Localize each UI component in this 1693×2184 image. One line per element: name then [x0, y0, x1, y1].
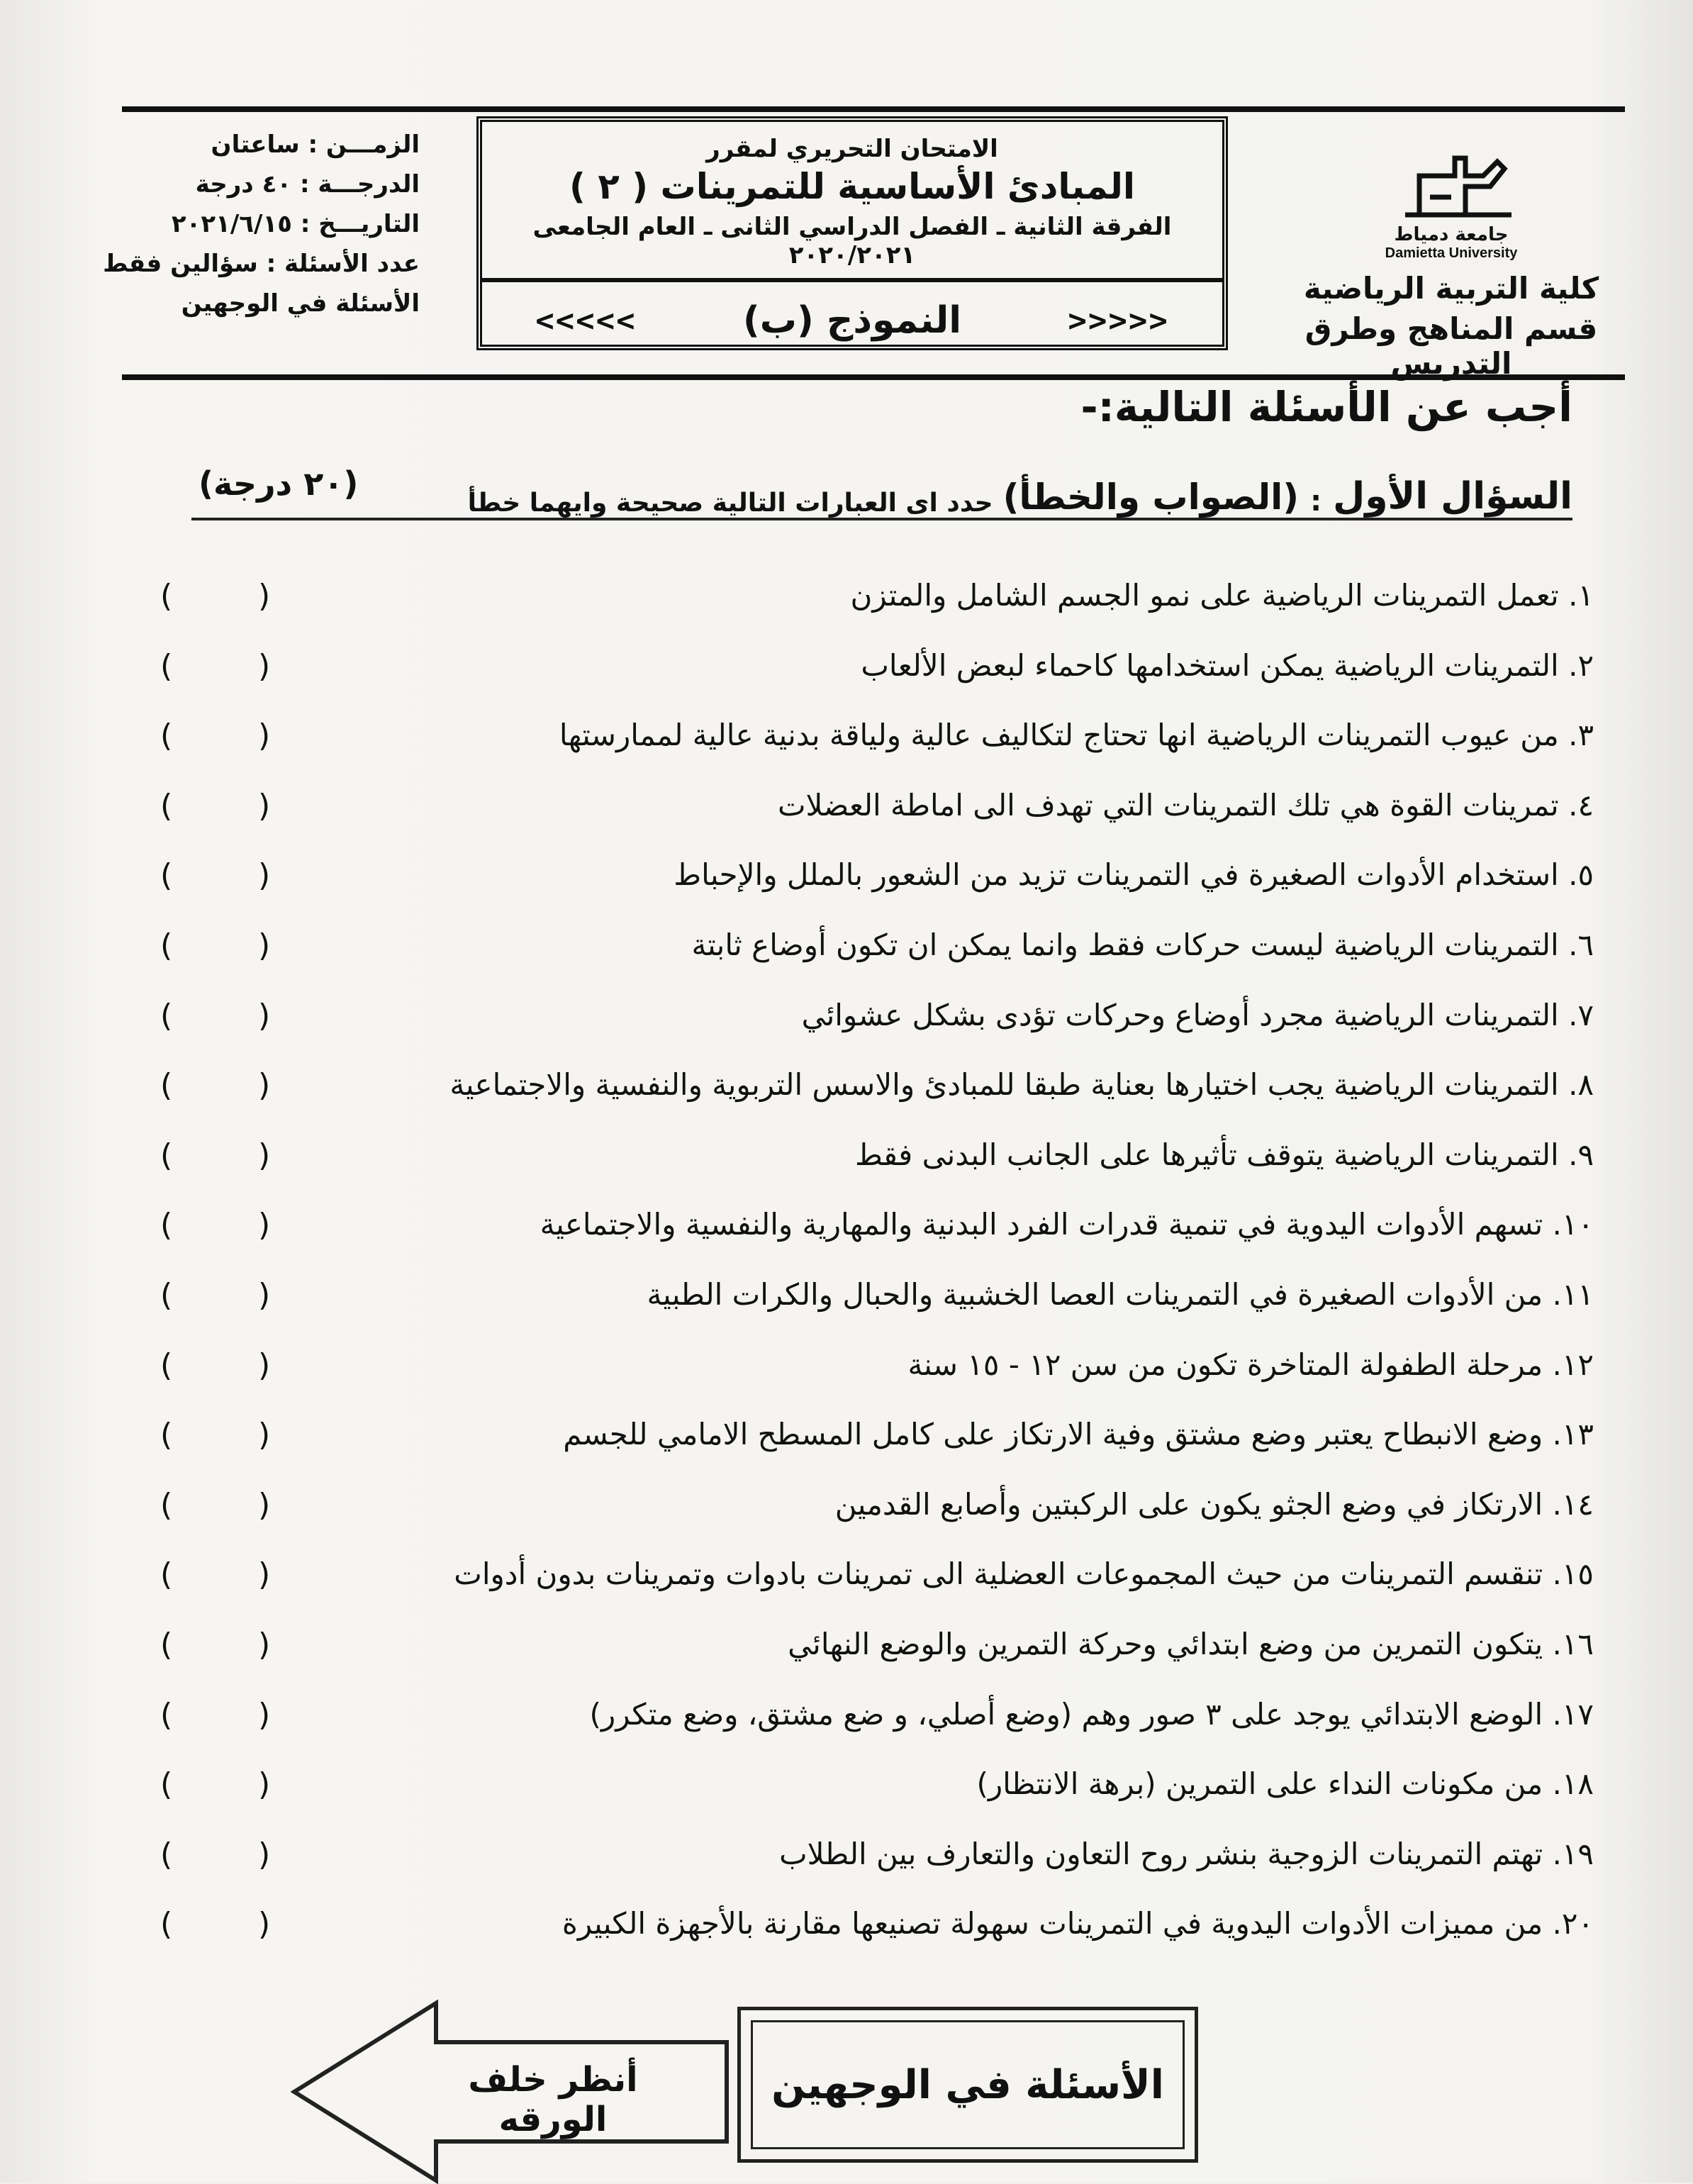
question-item	[142, 1837, 1594, 1907]
answer-paren-open: (	[258, 1417, 271, 1454]
answer-paren-close: )	[160, 1067, 173, 1104]
answer-paren-open: (	[258, 1626, 271, 1663]
question-item	[142, 1556, 1594, 1627]
question-number: ١٣.	[1552, 1417, 1594, 1452]
university-name-en: Damietta University	[1385, 245, 1518, 261]
answer-paren-close: )	[160, 1556, 173, 1593]
answer-paren-close: )	[160, 997, 173, 1034]
answer-paren-close: )	[160, 927, 173, 964]
question-text: التمرينات الرياضية ليست حركات فقط وانما يمكن ان تكون أوضاع ثابتة	[691, 927, 1559, 962]
department-name: قسم المناهج وطرق التدريس	[1304, 311, 1598, 381]
answer-paren-open: (	[258, 1347, 271, 1383]
answer-paren-close: )	[160, 1137, 173, 1174]
faculty-block	[1292, 140, 1611, 381]
question-list	[142, 578, 1594, 1976]
answer-paren-open: (	[258, 857, 271, 894]
answer-paren-close: )	[160, 1696, 173, 1733]
answer-paren-close: )	[160, 1347, 173, 1383]
question-text: تسهم الأدوات اليدوية في تنمية قدرات الفرد البدنية والمهارية والنفسية والاجتماعية	[540, 1207, 1543, 1242]
answer-paren-open: (	[258, 1067, 271, 1104]
both-sides-note: الأسئلة في الوجهين	[181, 289, 420, 318]
question-one-heading	[191, 461, 1572, 520]
question-text: من مكونات النداء على التمرين (برهة الانتظار)	[976, 1766, 1543, 1802]
question-item	[142, 1906, 1594, 1976]
answer-paren-open: (	[258, 1486, 271, 1523]
question-item	[142, 1487, 1594, 1557]
question-item	[142, 1627, 1594, 1697]
title-divider	[482, 278, 1222, 282]
exam-date: التاريـــخ : ٢٠٢١/٦/١٥	[171, 210, 420, 238]
answer-paren-open: (	[258, 927, 271, 964]
answer-paren-close: )	[160, 857, 173, 894]
answer-paren-close: )	[160, 1766, 173, 1803]
question-number: ١٠.	[1552, 1207, 1594, 1242]
question-number: ٤.	[1568, 787, 1594, 823]
term-info: الفرقة الثانية ـ الفصل الدراسي الثانى ـ العام الجامعى ٢٠٢٠/٢٠٢١	[532, 213, 1172, 269]
answer-paren-open: (	[258, 787, 271, 824]
question-number: ٣.	[1568, 718, 1594, 753]
question-number: ١٢.	[1552, 1347, 1594, 1382]
question-one-instruction: حدد اى العبارات التالية صحيحة وايهما خطأ	[467, 489, 993, 518]
question-item	[142, 1277, 1594, 1347]
both-sides-box	[737, 2007, 1198, 2163]
question-number: ٩.	[1568, 1137, 1594, 1172]
question-one-marks: (٢٠ درجة)	[199, 464, 359, 503]
question-one-colon: :	[1310, 485, 1322, 518]
question-item	[142, 857, 1594, 927]
question-number: ٢.	[1568, 647, 1594, 683]
answer-paren-close: )	[160, 787, 173, 824]
question-number: ١٧.	[1552, 1696, 1594, 1732]
question-one-title: السؤال الأول	[1333, 475, 1572, 518]
question-text: الوضع الابتدائي يوجد على ٣ صور وهم (وضع أصلي، و ضع مشتق، وضع متكرر)	[589, 1696, 1543, 1732]
university-logo-icon	[1377, 147, 1540, 225]
question-text: يتكون التمرين من وضع ابتدائي وحركة التمرين والوضع النهائي	[788, 1626, 1543, 1661]
answer-instruction: أجب عن الأسئلة التالية:-	[1080, 383, 1572, 431]
question-number: ١٦.	[1552, 1626, 1594, 1661]
question-text: استخدام الأدوات الصغيرة في التمرينات تزيد من الشعور بالملل والإحباط	[674, 857, 1559, 893]
question-number: ٢٠.	[1552, 1906, 1594, 1941]
question-number: ٨.	[1568, 1067, 1594, 1103]
see-back-label: أنظر خلف الورقه	[468, 2060, 638, 2139]
question-item	[142, 1067, 1594, 1137]
answer-paren-open: (	[258, 1207, 271, 1244]
answer-paren-close: )	[160, 578, 173, 614]
question-text: الارتكاز في وضع الجثو يكون على الركبتين وأصابع القدمين	[834, 1486, 1543, 1522]
answer-paren-close: )	[160, 1486, 173, 1523]
question-number: ١٥.	[1552, 1556, 1594, 1592]
question-text: من مميزات الأدوات اليدوية في التمرينات سهولة تصنيعها مقارنة بالأجهزة الكبيرة	[561, 1906, 1543, 1941]
question-text: مرحلة الطفولة المتاخرة تكون من سن ١٢ - ١٥ سنة	[907, 1347, 1543, 1382]
exam-title-box	[476, 116, 1228, 350]
course-name: المبادئ الأساسية للتمرينات ( ٢ )	[569, 166, 1136, 207]
question-one-type: (الصواب والخطأ)	[1002, 477, 1300, 518]
both-sides-label: الأسئلة في الوجهين	[771, 2061, 1164, 2108]
answer-paren-close: )	[160, 1626, 173, 1663]
question-number: ١.	[1568, 578, 1594, 613]
question-item	[142, 1766, 1594, 1837]
question-text: تعمل التمرينات الرياضية على نمو الجسم الشامل والمتزن	[850, 578, 1559, 613]
exam-meta	[103, 125, 420, 323]
answer-paren-close: )	[160, 1836, 173, 1873]
answer-paren-open: (	[258, 1906, 271, 1943]
question-text: وضع الانبطاح يعتبر وضع مشتق وفية الارتكاز على كامل المسطح الامامي للجسم	[563, 1417, 1543, 1452]
answer-paren-open: (	[258, 718, 271, 754]
question-text: التمرينات الرياضية يمكن استخدامها كاحماء لبعض الألعاب	[861, 647, 1559, 683]
question-text: تنقسم التمرينات من حيث المجموعات العضلية الى تمرينات بادوات وتمرينات بدون أدوات	[454, 1556, 1543, 1592]
question-text: التمرينات الرياضية يتوقف تأثيرها على الجانب البدنى فقط	[855, 1137, 1559, 1172]
question-item	[142, 927, 1594, 998]
question-item	[142, 1697, 1594, 1767]
answer-paren-close: )	[160, 1207, 173, 1244]
question-number: ١٩.	[1552, 1836, 1594, 1871]
model-row	[482, 292, 1222, 349]
exam-title: الامتحان التحريري لمقرر	[706, 135, 998, 163]
question-text: تهتم التمرينات الزوجية بنشر روح التعاون والتعارف بين الطلاب	[779, 1836, 1543, 1871]
university-name-ar: جامعة دمياط	[1394, 224, 1509, 245]
question-number: ٥.	[1568, 857, 1594, 893]
question-number: ٦.	[1568, 927, 1594, 962]
exam-grade: الدرجـــة : ٤٠ درجة	[195, 170, 420, 199]
question-text: من الأدوات الصغيرة في التمرينات العصا الخشبية والحبال والكرات الطبية	[647, 1276, 1543, 1312]
question-text: تمرينات القوة هي تلك التمرينات التي تهدف الى اماطة العضلات	[777, 787, 1559, 823]
answer-paren-close: )	[160, 1276, 173, 1313]
question-item	[142, 648, 1594, 718]
question-number: ٧.	[1568, 997, 1594, 1032]
question-text: التمرينات الرياضية يجب اختيارها بعناية طبقا للمبادئ والاسس التربوية والنفسية والاجتماعية	[449, 1067, 1559, 1103]
question-item	[142, 998, 1594, 1068]
question-number: ١١.	[1552, 1276, 1594, 1312]
question-item	[142, 788, 1594, 858]
answer-paren-open: (	[258, 647, 271, 684]
question-text: من عيوب التمرينات الرياضية انها تحتاج لتكاليف عالية ولياقة بدنية عالية لممارستها	[559, 718, 1559, 753]
answer-paren-open: (	[258, 578, 271, 614]
model-label: النموذج (ب)	[742, 299, 962, 342]
answer-paren-close: )	[160, 1906, 173, 1943]
question-item	[142, 1347, 1594, 1417]
question-text: التمرينات الرياضية مجرد أوضاع وحركات تؤدى بشكل عشوائي	[801, 997, 1559, 1032]
exam-time: الزمـــن : ساعتان	[211, 130, 420, 159]
arrows-left: <<<<<	[535, 302, 637, 339]
answer-paren-open: (	[258, 1766, 271, 1803]
university-logo	[1292, 140, 1611, 261]
faculty-name: كلية التربية الرياضية	[1303, 271, 1599, 306]
arrows-right: >>>>>	[1068, 302, 1169, 339]
answer-paren-close: )	[160, 1417, 173, 1454]
question-item	[142, 1137, 1594, 1208]
question-item	[142, 1417, 1594, 1487]
question-number: ١٤.	[1552, 1486, 1594, 1522]
num-questions: عدد الأسئلة : سؤالين فقط	[103, 250, 420, 278]
answer-paren-open: (	[258, 1836, 271, 1873]
answer-paren-close: )	[160, 647, 173, 684]
answer-paren-close: )	[160, 718, 173, 754]
question-number: ١٨.	[1552, 1766, 1594, 1802]
question-item	[142, 1207, 1594, 1277]
question-item	[142, 578, 1594, 648]
answer-paren-open: (	[258, 1556, 271, 1593]
answer-paren-open: (	[258, 1276, 271, 1313]
answer-paren-open: (	[258, 1137, 271, 1174]
answer-paren-open: (	[258, 1696, 271, 1733]
question-item	[142, 718, 1594, 788]
exam-header	[103, 106, 1625, 381]
answer-paren-open: (	[258, 997, 271, 1034]
